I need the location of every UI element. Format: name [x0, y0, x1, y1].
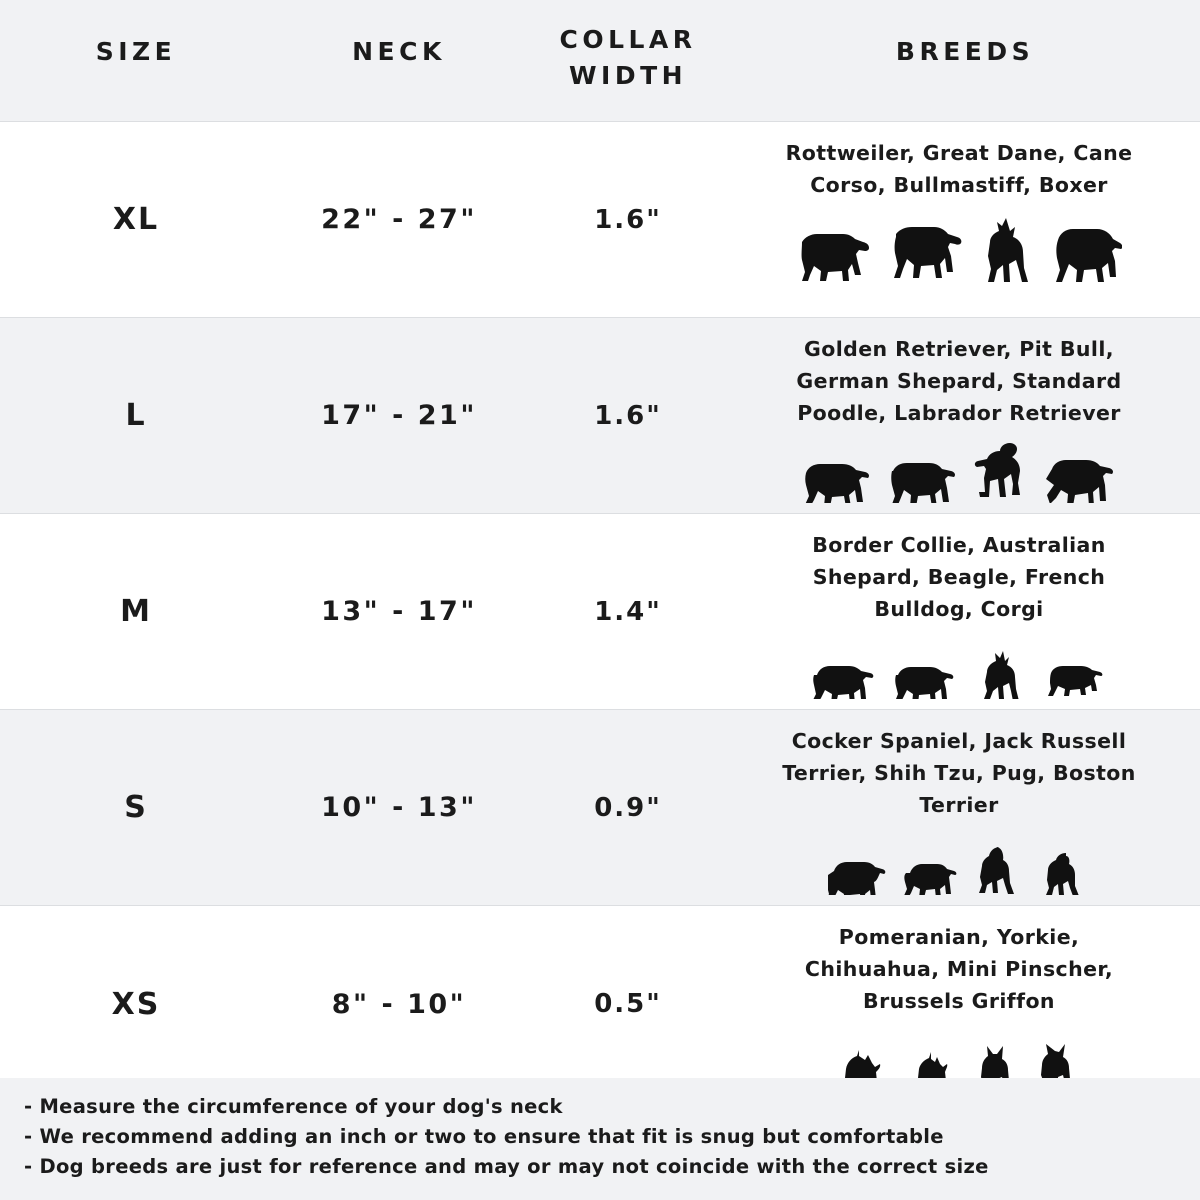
silhouette-group [802, 437, 1116, 503]
collar-width-label: 1.4" [594, 596, 662, 627]
collar-width-label: 0.5" [594, 989, 662, 1019]
cell-collar-width [526, 514, 730, 709]
french-bulldog-silhouette [973, 651, 1029, 699]
size-label: L [125, 398, 147, 433]
cell-breeds [730, 318, 1200, 513]
breeds-label: Golden Retriever, Pit Bull, German Shepard, Standard Poodle, Labrador Retriever [796, 337, 1122, 425]
cell-neck [272, 906, 526, 1102]
cell-size [0, 318, 272, 513]
cell-neck [272, 710, 526, 905]
size-label: S [124, 790, 148, 825]
breeds-label: Pomeranian, Yorkie, Chihuahua, Mini Pinscher, Brussels Griffon [804, 925, 1114, 1013]
size-label: M [120, 594, 152, 629]
collar-width-label: 0.9" [594, 792, 662, 823]
cell-size [0, 514, 272, 709]
jack-russell-silhouette [904, 851, 962, 895]
table-row [0, 710, 1200, 906]
header-collar-width [526, 0, 730, 95]
neck-label: 17" - 21" [321, 400, 477, 431]
silhouette-group [828, 829, 1090, 895]
silhouette-group [813, 633, 1105, 699]
neck-label: 8" - 10" [331, 988, 467, 1020]
breeds-label: Rottweiler, Great Dane, Cane Corso, Bullmastiff, Boxer [785, 141, 1133, 197]
breeds-label: Border Collie, Australian Shepard, Beagle, French Bulldog, Corgi [812, 533, 1106, 621]
collar-width-label: 1.6" [594, 400, 662, 431]
poodle-silhouette [972, 443, 1030, 503]
bullmastiff-silhouette [1050, 222, 1122, 282]
cell-neck [272, 122, 526, 317]
cell-breeds [730, 514, 1200, 709]
table-row [0, 906, 1200, 1102]
shih-tzu-silhouette [976, 847, 1026, 895]
cell-collar-width [526, 122, 730, 317]
corgi-silhouette [1043, 659, 1105, 699]
note-item: - We recommend adding an inch or two to ensure that fit is snug but comfortable [24, 1125, 944, 1149]
cell-collar-width [526, 710, 730, 905]
beagle-silhouette [893, 655, 959, 699]
collar-width-label: 1.6" [594, 204, 662, 235]
table-header-row [0, 0, 1200, 122]
cell-breeds [730, 122, 1200, 317]
neck-label: 22" - 27" [321, 204, 477, 235]
cell-size [0, 906, 272, 1102]
size-label: XS [111, 986, 161, 1022]
german-shepherd-silhouette [1044, 449, 1116, 503]
border-collie-silhouette [813, 653, 879, 699]
header-collar-width-line2: WIDTH [568, 61, 688, 91]
table-row [0, 122, 1200, 318]
cell-collar-width [526, 318, 730, 513]
cell-breeds [730, 710, 1200, 905]
header-collar-width-line1: COLLAR [559, 25, 697, 54]
table-row [0, 514, 1200, 710]
cell-collar-width [526, 906, 730, 1102]
rottweiler-silhouette [796, 226, 872, 282]
breeds-label: Cocker Spaniel, Jack Russell Terrier, Shih Tzu, Pug, Boston Terrier [782, 729, 1136, 817]
cane-corso-silhouette [976, 218, 1036, 282]
great-dane-silhouette [886, 220, 962, 282]
cell-size [0, 122, 272, 317]
cocker-spaniel-silhouette [828, 851, 890, 895]
labrador-silhouette [888, 453, 958, 503]
header-size: SIZE [95, 37, 177, 66]
note-item: - Measure the circumference of your dog's neck [24, 1095, 563, 1118]
header-neck: NECK [352, 37, 446, 66]
footer-notes [0, 1078, 1200, 1200]
size-label: XL [112, 202, 160, 237]
cell-size [0, 710, 272, 905]
pug-silhouette [1040, 851, 1090, 895]
cell-neck [272, 318, 526, 513]
neck-label: 13" - 17" [321, 596, 477, 627]
golden-retriever-silhouette [802, 453, 874, 503]
cell-breeds [730, 906, 1200, 1102]
silhouette-group [796, 210, 1122, 282]
table-row [0, 318, 1200, 514]
cell-neck [272, 514, 526, 709]
note-item: - Dog breeds are just for reference and may or may not coincide with the correct size [24, 1155, 989, 1179]
neck-label: 10" - 13" [321, 792, 477, 823]
header-breeds: BREEDS [895, 37, 1035, 66]
